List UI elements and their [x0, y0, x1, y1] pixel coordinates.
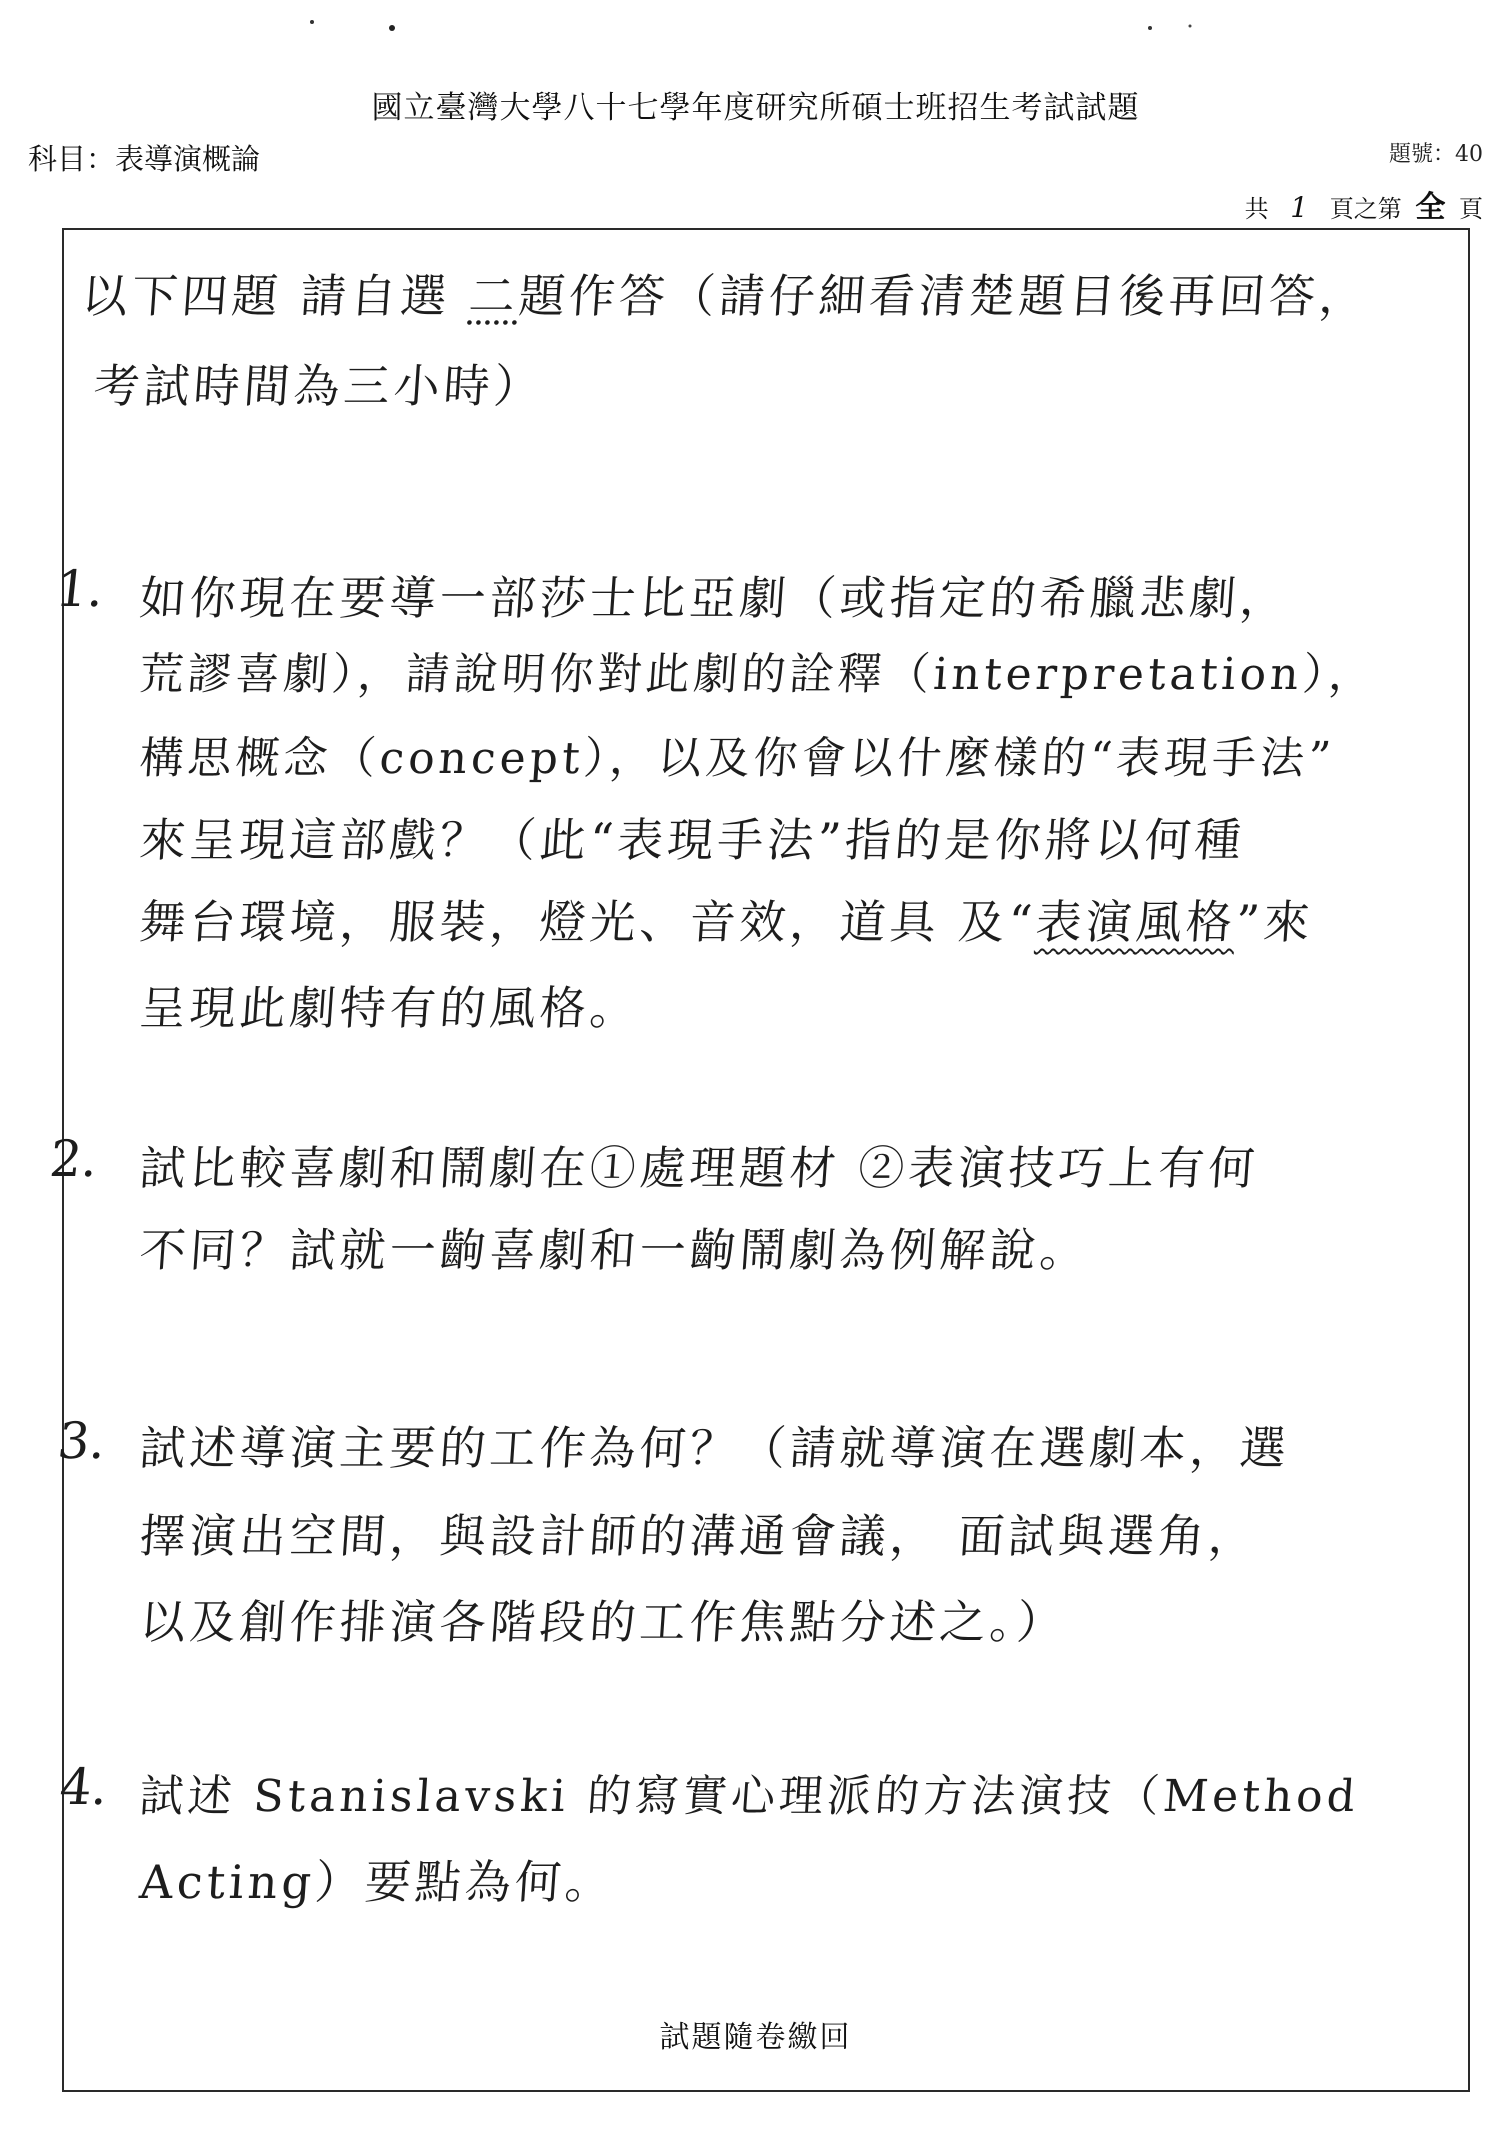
exam-footer: 試題隨卷繳回: [659, 2020, 852, 2055]
question-1-line-3: 構思概念（concept），以及你會以什麼樣的“表現手法”: [137, 733, 1337, 784]
answer-frame: [46, 228, 1470, 2092]
page-total: 1: [1290, 191, 1309, 224]
question-1-line-2: 荒謬喜劇），請說明你對此劇的詮釋（interpretation），: [137, 649, 1379, 700]
page-suffix: 頁: [1459, 195, 1483, 223]
instruction-line-1: [80, 260, 1372, 326]
question-1-number: 1.: [52, 560, 107, 618]
question-3-line-1: 試述導演主要的工作為何？（請就導演在選劇本，選: [137, 1421, 1292, 1475]
question-3-number: 3.: [54, 1412, 109, 1470]
question-2-line-2: 不同？試就一齣喜劇和一齣鬧劇為例解說。: [137, 1223, 1092, 1277]
question-number: 題號：40: [1389, 142, 1483, 167]
question-2-line-1: 試比較喜劇和鬧劇在①處理題材 ②表演技巧上有何: [137, 1141, 1261, 1195]
question-4-line-1: 試述 Stanislavski 的寫實心理派的方法演技（Method: [137, 1771, 1361, 1822]
exam-title: 國立臺灣大學八十七學年度研究所碩士班招生考試試題: [371, 90, 1140, 126]
scan-specks: [0, 14, 1511, 44]
question-3-line-3: 以及創作排演各階段的工作焦點分述之。）: [137, 1595, 1069, 1649]
instruction-line-1-post: 題作答（請仔細看清楚題目後再回答，: [517, 269, 1371, 323]
instruction-line-2: 考試時間為三小時）: [91, 359, 546, 413]
page-mid: 頁之第: [1329, 195, 1402, 223]
question-1-line-6: 呈現此劇特有的風格。: [137, 981, 642, 1035]
page-prefix: 共: [1244, 195, 1269, 223]
question-1-line-5-b: ”來: [1234, 895, 1316, 949]
instruction-emph: 二: [467, 269, 521, 323]
question-4-line-2: Acting）要點為何。: [137, 1855, 617, 1909]
exam-subject: 科目：表導演概論: [28, 142, 261, 176]
question-1-line-5-a: 舞台環境，服裝，燈光、音效，道具 及“: [137, 895, 1038, 949]
page-current: 全: [1415, 190, 1446, 225]
question-3-line-2: 擇演出空間，與設計師的溝通會議， 面試與選角，: [137, 1509, 1261, 1563]
question-4-number: 4.: [56, 1758, 111, 1816]
question-1-line-5: [138, 886, 1316, 952]
question-2-number: 2.: [46, 1130, 101, 1188]
performance-style: 表演風格: [1034, 895, 1238, 949]
question-1-line-4: 來呈現這部戲？（此“表現手法”指的是你將以何種: [137, 813, 1247, 867]
page-info: [1245, 182, 1483, 226]
instruction-line-1-pre: 以下四題 請自選: [79, 269, 471, 323]
question-1-line-1: 如你現在要導一部莎士比亞劇（或指定的希臘悲劇，: [137, 571, 1292, 625]
